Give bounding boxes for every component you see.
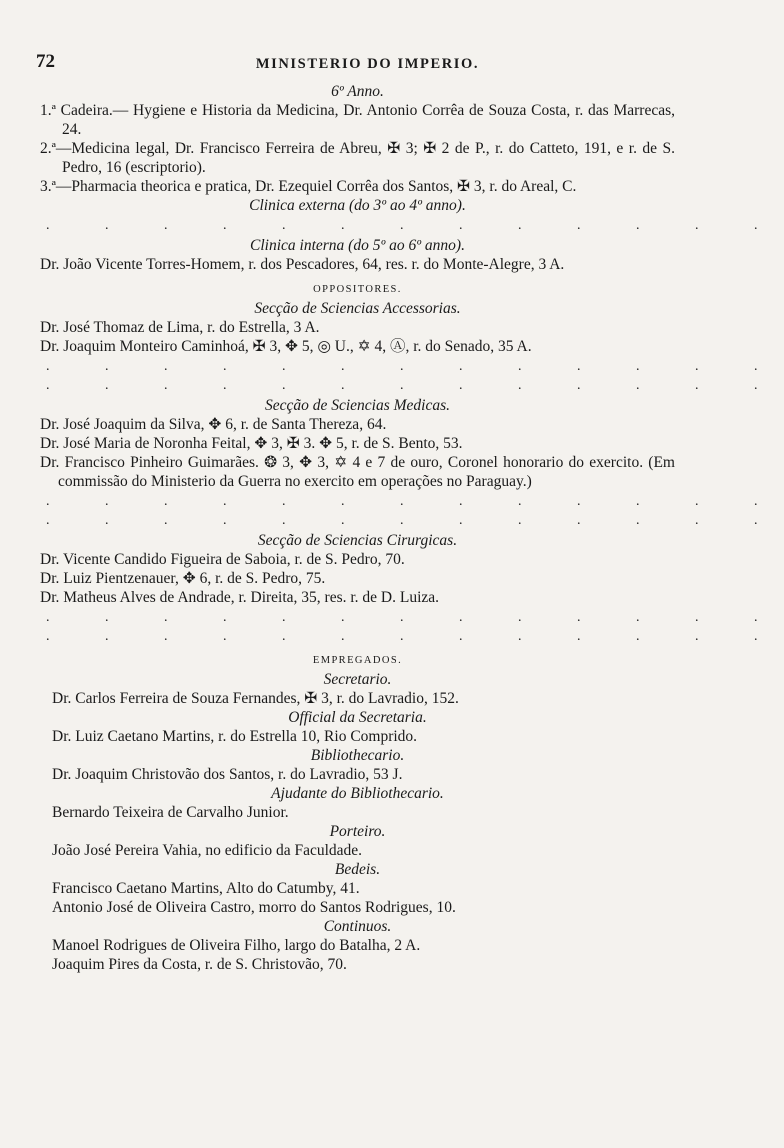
official-title: Official da Secretaria. (288, 709, 427, 726)
year-6-title: 6º Anno. (331, 83, 384, 100)
clinica-interna-entry: Dr. João Vicente Torres-Homem, r. dos Pescadores, 64, res. r. do Monte-Alegre, 3 A. (40, 256, 565, 273)
clinica-externa-title: Clinica externa (do 3º ao 4º anno). (249, 197, 466, 214)
porteiro-entry: João José Pereira Vahia, no edificio da Faculdade. (52, 842, 363, 859)
continuos-title: Continuos. (323, 918, 392, 935)
bibliothecario-title: Bibliothecario. (310, 747, 405, 764)
ajudante-title: Ajudante do Bibliothecario. (271, 785, 444, 802)
medicas-title: Secção de Sciencias Medicas. (264, 397, 451, 414)
accessorias-title: Secção de Sciencias Accessorias. (254, 300, 461, 317)
running-head: MINISTERIO DO IMPERIO. (255, 56, 480, 72)
medicas-entry: Dr. Francisco Pinheiro Guimarães. ❂ 3, ✥ 3, ✡ 4 e 7 de ouro, Coronel honorario do exercito. (Em commissão do Ministerio da Guerra no exercito em operações no Paraguay.) (40, 454, 675, 490)
porteiro-title: Porteiro. (329, 823, 386, 840)
page-body (40, 82, 784, 974)
elision-dots: . . . . . . . . . . . . . (46, 218, 784, 233)
medicas-entry: Dr. José Maria de Noronha Feital, ✥ 3, ✠ 3. ✥ 5, r. de S. Bento, 53. (40, 435, 463, 452)
elision-dots: . . . . . . . . . . . . . (46, 610, 784, 625)
accessorias-entry: Dr. Joaquim Monteiro Caminhoá, ✠ 3, ✥ 5, ◎ U., ✡ 4, Ⓐ, r. do Senado, 35 A. (40, 338, 532, 355)
cirurgicas-title: Secção de Sciencias Cirurgicas. (257, 532, 458, 549)
page-header (30, 52, 705, 74)
chair-2-entry: 2.ª—Medicina legal, Dr. Francisco Ferreira de Abreu, ✠ 3; ✠ 2 de P., r. do Catteto, 191, e r. de S. Pedro, 16 (escriptorio). (40, 140, 675, 176)
cirurgicas-entry: Dr. Matheus Alves de Andrade, r. Direita, 35, res. r. de D. Luiza. (40, 589, 440, 606)
bedel-entry: Antonio José de Oliveira Castro, morro do Santos Rodrigues, 10. (52, 899, 456, 916)
secretario-title: Secretario. (323, 671, 392, 688)
bibliothecario-entry: Dr. Joaquim Christovão dos Santos, r. do Lavradio, 53 J. (52, 766, 403, 783)
bedel-entry: Francisco Caetano Martins, Alto do Catumby, 41. (52, 880, 360, 897)
official-entry: Dr. Luiz Caetano Martins, r. do Estrella 10, Rio Comprido. (52, 728, 418, 745)
bedeis-title: Bedeis. (334, 861, 381, 878)
chair-3-entry: 3.ª—Pharmacia theorica e pratica, Dr. Ezequiel Corrêa dos Santos, ✠ 3, r. do Areal, C. (40, 178, 577, 195)
elision-dots: . . . . . . . . . . . . . (46, 629, 784, 644)
cirurgicas-entry: Dr. Vicente Candido Figueira de Saboia, r. de S. Pedro, 70. (40, 551, 405, 568)
continuo-entry: Joaquim Pires da Costa, r. de S. Christovão, 70. (52, 956, 347, 973)
secretario-entry: Dr. Carlos Ferreira de Souza Fernandes, ✠ 3, r. do Lavradio, 152. (52, 690, 459, 707)
elision-dots: . . . . . . . . . . . . . (46, 513, 784, 528)
oppositores-heading: OPPOSITORES. (313, 284, 402, 295)
empregados-heading: EMPREGADOS. (312, 655, 403, 666)
continuo-entry: Manoel Rodrigues de Oliveira Filho, largo do Batalha, 2 A. (52, 937, 421, 954)
ajudante-entry: Bernardo Teixeira de Carvalho Junior. (52, 804, 289, 821)
chair-1-entry: 1.ª Cadeira.— Hygiene e Historia da Medicina, Dr. Antonio Corrêa de Souza Costa, r. das Marrecas, 24. (40, 102, 675, 138)
page-number: 72 (36, 51, 55, 72)
medicas-entry: Dr. José Joaquim da Silva, ✥ 6, r. de Santa Thereza, 64. (40, 416, 387, 433)
elision-dots: . . . . . . . . . . . . . (46, 494, 784, 509)
accessorias-entry: Dr. José Thomaz de Lima, r. do Estrella, 3 A. (40, 319, 320, 336)
elision-dots: . . . . . . . . . . . . . (46, 359, 784, 374)
clinica-interna-title: Clinica interna (do 5º ao 6º anno). (250, 237, 465, 254)
cirurgicas-entry: Dr. Luiz Pientzenauer, ✥ 6, r. de S. Pedro, 75. (40, 570, 326, 587)
elision-dots: . . . . . . . . . . . . . (46, 378, 784, 393)
